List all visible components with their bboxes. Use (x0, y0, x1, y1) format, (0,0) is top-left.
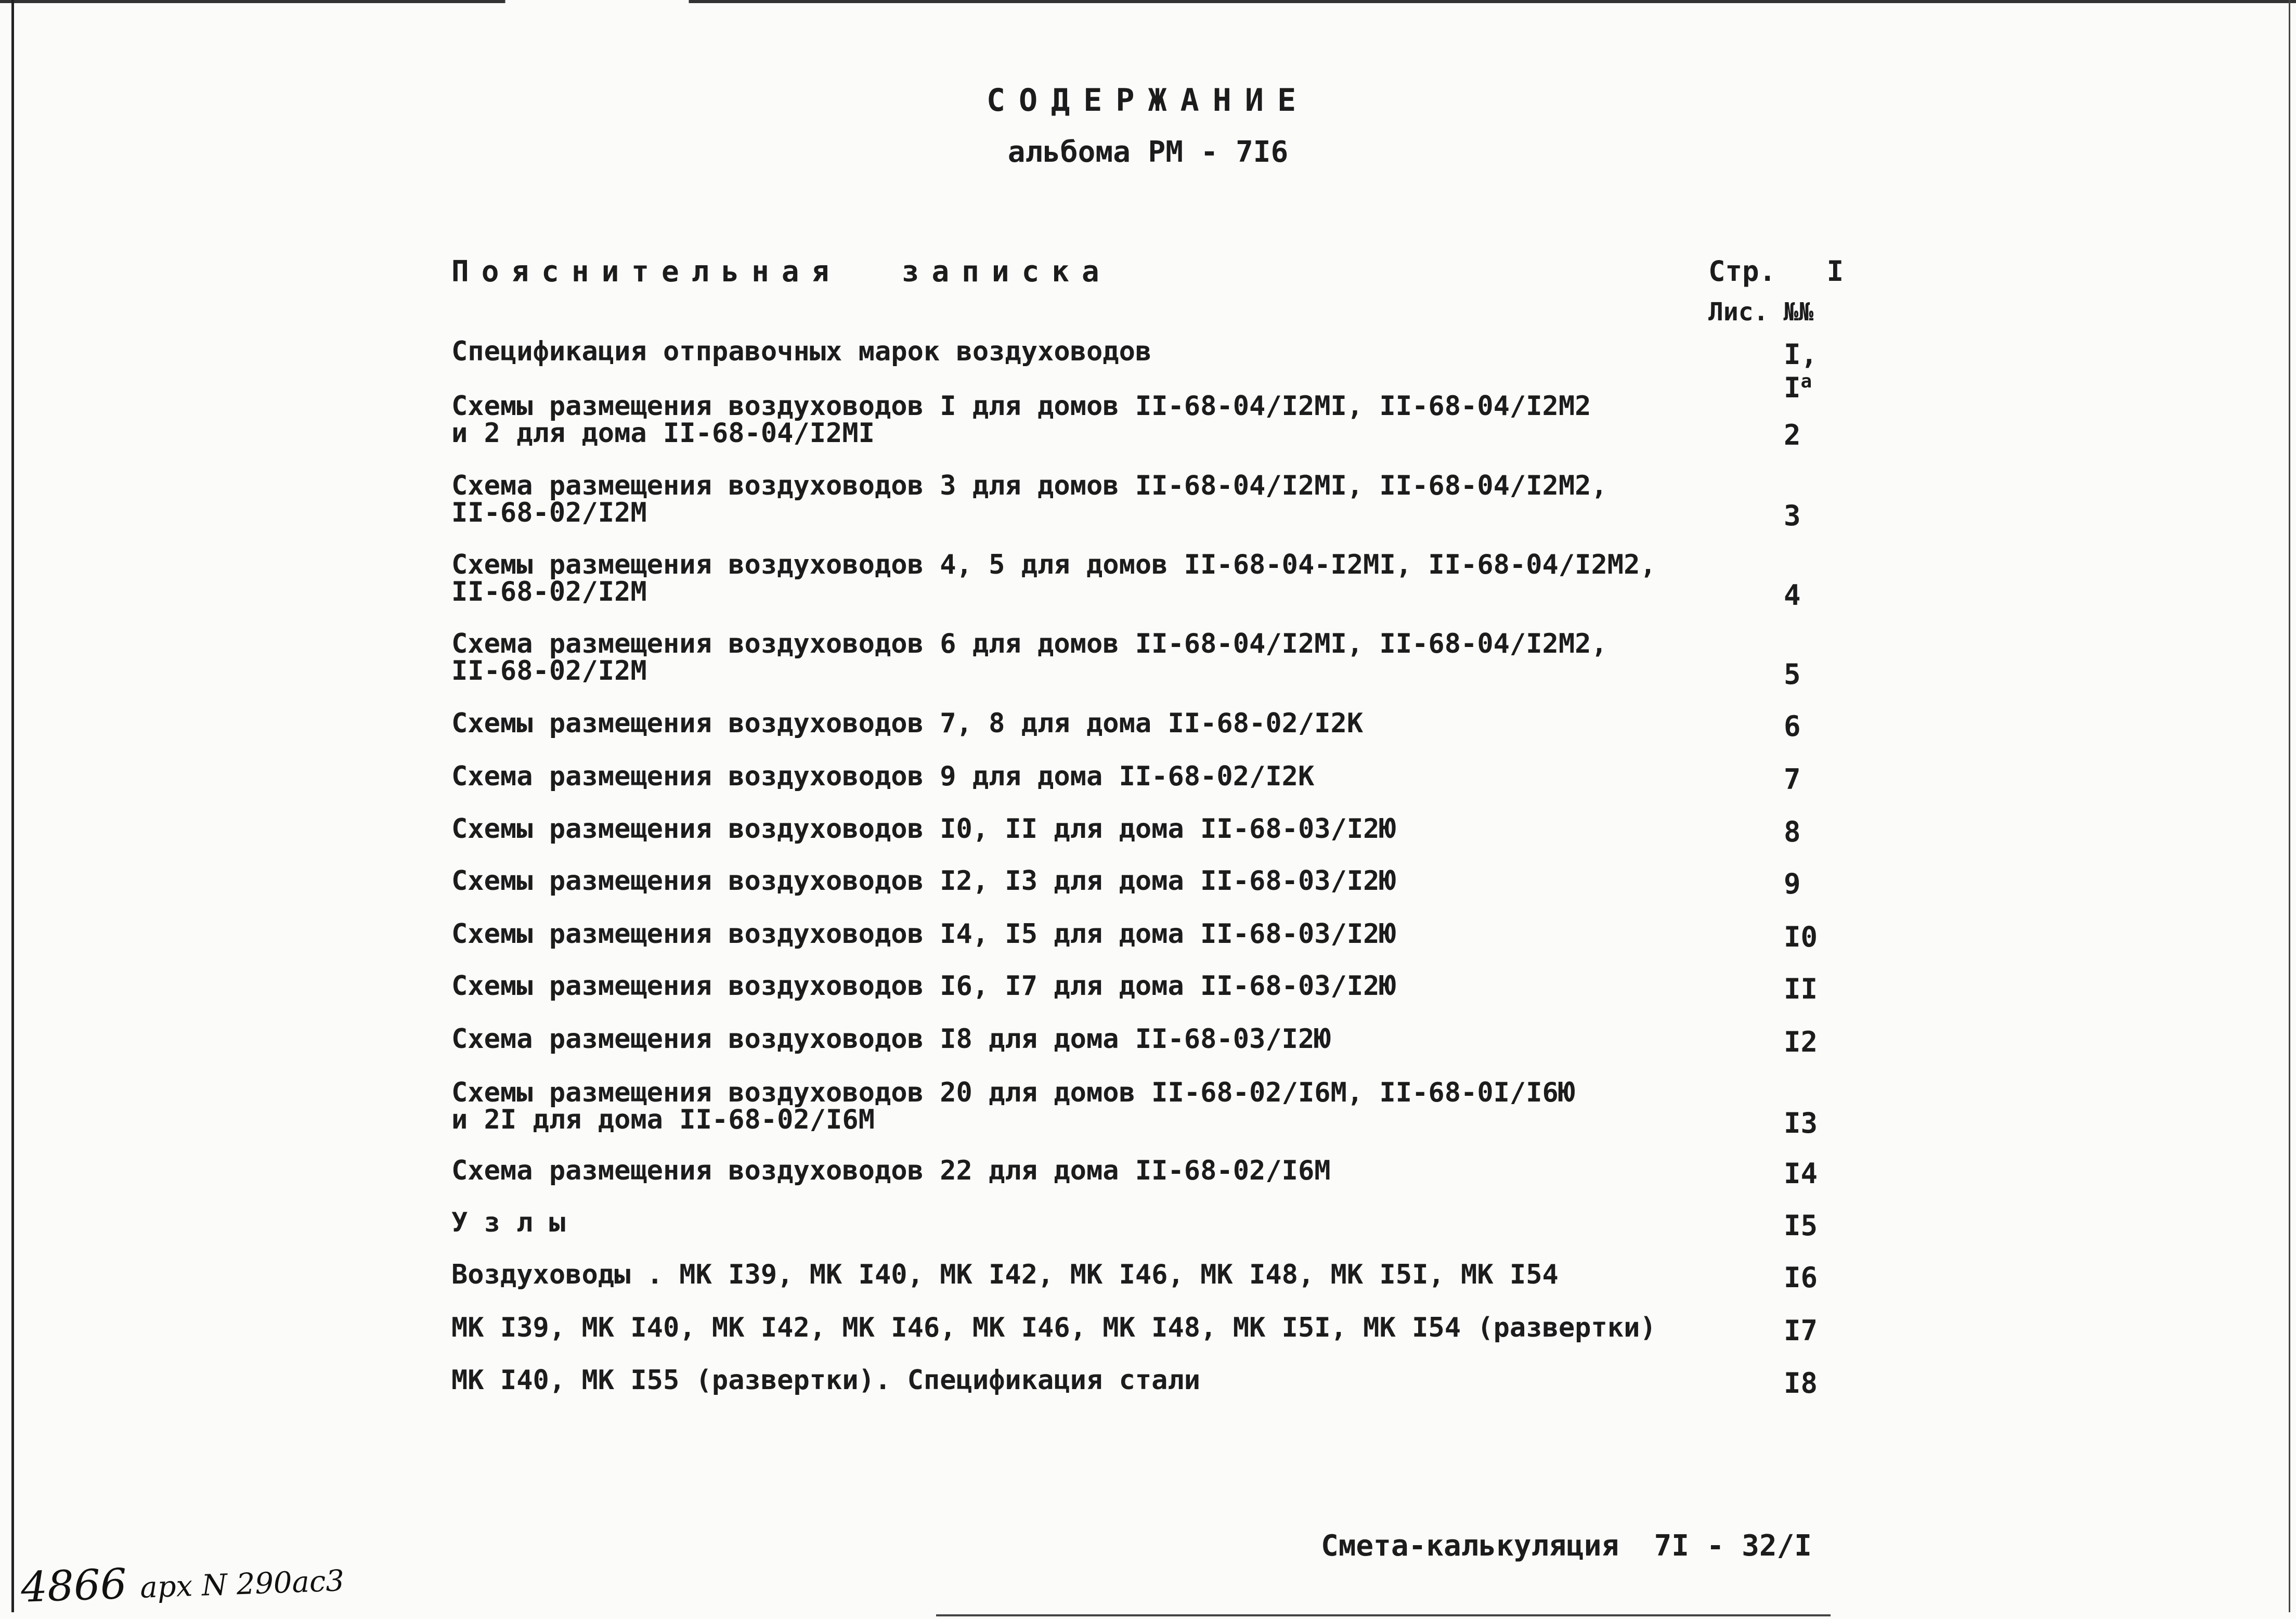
contents-row-page (1784, 763, 1846, 796)
contents-row-page (1784, 1157, 1846, 1190)
contents-row (451, 1367, 2168, 1394)
contents-row (451, 970, 2168, 1002)
contents-row (451, 338, 2168, 365)
page-number: 9 (1784, 867, 1801, 900)
page-number: I3 (1784, 1107, 1818, 1139)
contents-row (451, 867, 2168, 895)
contents-row (451, 763, 2168, 790)
contents-row-title: Схемы размещения воздуховодов I для домов II-68-04/I2МI, II-68-04/I2М2 и 2 для дома II-68-04/I2МI (451, 391, 1591, 449)
contents-row-page (1784, 1261, 1846, 1294)
contents-row-page (1784, 1209, 1846, 1242)
sheet-column-label: Лис. №№ (1708, 297, 1814, 327)
contents-row-title: МК I39, МК I40, МК I42, МК I46, МК I46, МК I48, МК I5I, МК I54 (развертки) (451, 1312, 1656, 1343)
contents-row-page (1784, 658, 1846, 691)
estimate-reference: Смета-калькуляция 7I - 32/I (1321, 1529, 1812, 1563)
contents-row (451, 1314, 2168, 1341)
contents-row-page (1784, 1107, 1846, 1139)
explanatory-note-heading: Пояснительная записка (451, 255, 1112, 289)
contents-row-page (1784, 973, 1846, 1005)
contents-row-title: Схемы размещения воздуховодов I4, I5 для дома II-68-03/I2Ю (451, 918, 1396, 950)
page-number: 2 (1784, 419, 1801, 451)
contents-row (451, 815, 2168, 843)
page-number: I, I (1784, 338, 1818, 404)
album-subtitle: альбома РМ - 7I6 (1007, 135, 1289, 169)
contents-row-title: Схемы размещения воздуховодов I2, I3 для дома II-68-03/I2Ю (451, 865, 1396, 897)
page-number: I7 (1784, 1314, 1818, 1347)
contents-row-page (1784, 815, 1846, 848)
contents-row-title: Схемы размещения воздуховодов 7, 8 для дома II-68-02/I2К (451, 708, 1364, 739)
page-number: 7 (1784, 763, 1801, 796)
contents-row-title: Схемы размещения воздуховодов I6, I7 для дома II-68-03/I2Ю (451, 970, 1396, 1002)
contents-row-title: Схема размещения воздуховодов I8 для дома II-68-03/I2Ю (451, 1024, 1331, 1055)
page-number: I2 (1784, 1026, 1818, 1058)
contents-row-page (1784, 1314, 1846, 1347)
page-number: I4 (1784, 1157, 1818, 1190)
page-number: II (1784, 973, 1818, 1005)
archive-handwritten-note: 4866 арх N 290ас3 (20, 1559, 345, 1612)
contents-row-title: Спецификация отправочных марок воздуховодов (451, 336, 1152, 367)
contents-row-title: У з л ы (451, 1207, 566, 1238)
contents-row-page (1784, 499, 1846, 532)
contents-row-title: Схема размещения воздуховодов 6 для домов II-68-04/I2МI, II-68-04/I2М2, II-68-02/I2М (451, 628, 1607, 687)
contents-row-title: Схемы размещения воздуховодов 20 для домов II-68-02/I6М, II-68-0I/I6Ю и 2I для дома II-68-02/I6М (451, 1077, 1575, 1135)
page-number: I5 (1784, 1209, 1818, 1242)
page-number: 8 (1784, 815, 1801, 848)
page-title: СОДЕРЖАНИЕ (986, 82, 1310, 119)
contents-row-title: МК I40, МК I55 (развертки). Спецификация стали (451, 1365, 1201, 1396)
contents-row (451, 1157, 2168, 1184)
contents-row (451, 1079, 2168, 1133)
page-number: 6 (1784, 710, 1801, 743)
contents-row-title: Схема размещения воздуховодов 22 для дома II-68-02/I6М (451, 1155, 1331, 1186)
contents-row (451, 918, 2168, 950)
contents-row-title: Схема размещения воздуховодов 9 для дома II-68-02/I2К (451, 761, 1315, 792)
contents-row-page (1784, 867, 1846, 900)
contents-row-page (1784, 1026, 1846, 1058)
contents-row-title: Воздуховоды . МК I39, МК I40, МК I42, МК I46, МК I48, МК I5I, МК I54 (451, 1259, 1559, 1290)
page-number: I0 (1784, 921, 1818, 953)
contents-row (451, 628, 2168, 687)
contents-row (451, 1209, 2168, 1236)
contents-row-title: Схемы размещения воздуховодов I0, II для дома II-68-03/I2Ю (451, 813, 1396, 845)
page-number-superscript: а (1800, 371, 1812, 392)
contents-row-page (1784, 579, 1846, 612)
page-number: 3 (1784, 499, 1801, 532)
contents-row-page (1784, 710, 1846, 743)
contents-row (451, 710, 2168, 737)
first-page-number: I (1826, 255, 1844, 288)
contents-row (451, 472, 2168, 526)
contents-row (451, 1026, 2168, 1053)
contents-row-title: Схема размещения воздуховодов 3 для домов II-68-04/I2МI, II-68-04/I2М2, II-68-02/I2М (451, 470, 1607, 528)
contents-row-page (1784, 1367, 1846, 1400)
contents-row-page (1784, 921, 1846, 953)
contents-row (451, 1261, 2168, 1288)
contents-row (451, 393, 2168, 447)
page-number: I6 (1784, 1261, 1818, 1294)
contents-row-page (1784, 419, 1846, 451)
page-column-label: Стр. I (1708, 255, 1844, 288)
contents-row (451, 551, 2168, 605)
page-number: I8 (1784, 1367, 1818, 1400)
contents-row-title: Схемы размещения воздуховодов 4, 5 для домов II-68-04-I2МI, II-68-04/I2М2, II-68-02/I2М (451, 549, 1656, 607)
page-number: 4 (1784, 579, 1801, 612)
page-number: 5 (1784, 658, 1801, 691)
bottom-border (936, 1614, 1831, 1616)
